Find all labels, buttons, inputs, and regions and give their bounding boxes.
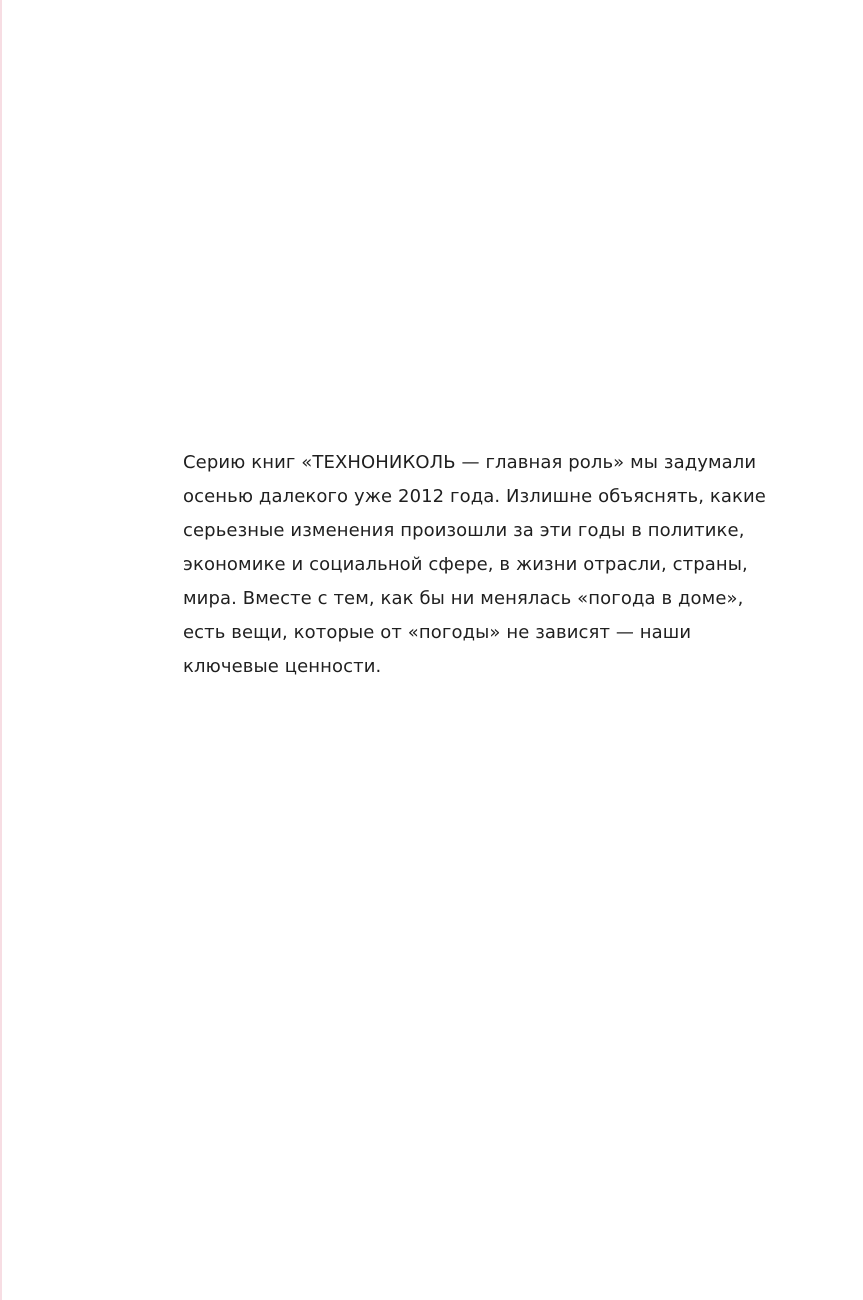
paragraph-line-6: есть вещи, которые от «погоды» не зависят — наши (183, 622, 692, 643)
intro-paragraph (183, 446, 783, 684)
paragraph-line-5: мира. Вместе с тем, как бы ни менялась «погода в доме», (183, 588, 744, 609)
page-edge-line (0, 0, 2, 1300)
paragraph-line-1: Серию книг «ТЕХНОНИКОЛЬ — главная роль» мы задумали (183, 452, 757, 473)
paragraph-line-2: осенью далекого уже 2012 года. Излишне объяснять, какие (183, 486, 766, 507)
paragraph-line-3: серьезные изменения произошли за эти годы в политике, (183, 520, 745, 541)
paragraph-line-4: экономике и социальной сфере, в жизни отрасли, страны, (183, 554, 748, 575)
paragraph-line-7: ключевые ценности. (183, 656, 382, 677)
